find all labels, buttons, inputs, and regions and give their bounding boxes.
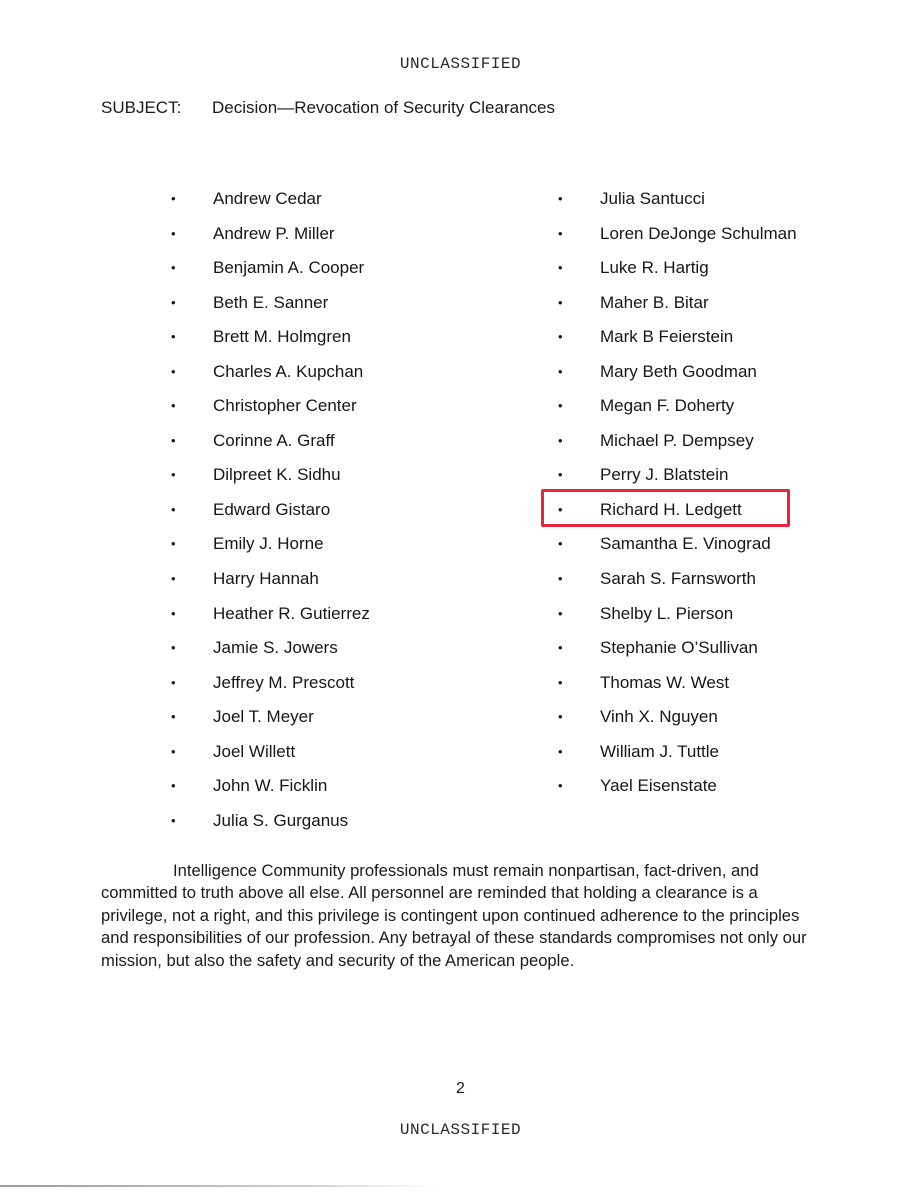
- subject-text: Decision—Revocation of Security Clearances: [212, 98, 555, 117]
- person-name: Emily J. Horne: [213, 534, 324, 554]
- subject-label: SUBJECT:: [101, 98, 182, 117]
- bullet-icon: •: [558, 778, 563, 794]
- page-number: 2: [456, 1080, 465, 1097]
- name-list-item: [556, 531, 797, 566]
- name-list-item: [169, 704, 370, 739]
- name-list-item: [556, 324, 797, 359]
- person-name: William J. Tuttle: [600, 741, 720, 761]
- name-list-item: [169, 601, 370, 636]
- person-name: Benjamin A. Cooper: [213, 258, 365, 278]
- person-name: Shelby L. Pierson: [600, 603, 734, 623]
- name-list-item: [169, 497, 370, 532]
- name-list-item: [556, 773, 797, 808]
- name-list-item: [556, 704, 797, 739]
- name-list-item: [169, 324, 370, 359]
- name-list-item: [556, 566, 797, 601]
- bullet-icon: •: [171, 432, 176, 448]
- scan-edge-line: [0, 1185, 440, 1187]
- person-name: John W. Ficklin: [213, 776, 328, 796]
- person-name: Loren DeJonge Schulman: [600, 223, 797, 243]
- bullet-icon: •: [171, 294, 176, 310]
- bullet-icon: •: [558, 501, 563, 517]
- bullet-icon: •: [171, 398, 176, 414]
- name-list-item: [556, 635, 797, 670]
- name-list-item: [556, 290, 797, 325]
- bullet-icon: •: [171, 640, 176, 656]
- bullet-icon: •: [171, 329, 176, 345]
- person-name: Corinne A. Graff: [213, 430, 335, 450]
- bullet-icon: •: [558, 225, 563, 241]
- bullet-icon: •: [171, 709, 176, 725]
- name-list-item: [169, 221, 370, 256]
- person-name: Harry Hannah: [213, 569, 319, 589]
- bullet-icon: •: [558, 294, 563, 310]
- bullet-icon: •: [171, 501, 176, 517]
- name-list-item: [169, 739, 370, 774]
- name-list-item: [556, 255, 797, 290]
- bullet-icon: •: [171, 674, 176, 690]
- name-list-item: [556, 739, 797, 774]
- person-name: Vinh X. Nguyen: [600, 707, 718, 727]
- bullet-icon: •: [171, 778, 176, 794]
- bullet-icon: •: [171, 536, 176, 552]
- names-list-left-column: [169, 186, 370, 842]
- person-name: Andrew P. Miller: [213, 223, 335, 243]
- name-list-item: [169, 462, 370, 497]
- bullet-icon: •: [558, 536, 563, 552]
- name-list-item: [169, 290, 370, 325]
- bullet-icon: •: [558, 674, 563, 690]
- person-name: Maher B. Bitar: [600, 292, 709, 312]
- person-name: Heather R. Gutierrez: [213, 603, 370, 623]
- person-name: Edward Gistaro: [213, 499, 331, 519]
- person-name: Joel T. Meyer: [213, 707, 314, 727]
- bullet-icon: •: [171, 571, 176, 587]
- person-name: Thomas W. West: [600, 672, 730, 692]
- classification-footer: UNCLASSIFIED: [399, 1121, 522, 1139]
- name-list-item: [169, 186, 370, 221]
- person-name: Julia Santucci: [600, 189, 705, 208]
- name-list-item: [169, 566, 370, 601]
- person-name: Stephanie O’Sullivan: [600, 638, 758, 658]
- classification-header: UNCLASSIFIED: [399, 55, 522, 73]
- person-name: Perry J. Blatstein: [600, 465, 729, 485]
- person-name: Richard H. Ledgett: [600, 499, 742, 519]
- person-name: Beth E. Sanner: [213, 292, 329, 312]
- person-name: Joel Willett: [213, 741, 296, 761]
- bullet-icon: •: [171, 812, 176, 828]
- person-name: Mark B Feierstein: [600, 327, 734, 347]
- bullet-icon: •: [171, 260, 176, 276]
- name-list-item: [556, 428, 797, 463]
- name-list-item: [556, 221, 797, 256]
- person-name: Mary Beth Goodman: [600, 361, 757, 381]
- bullet-icon: •: [171, 191, 176, 206]
- person-name: Samantha E. Vinograd: [600, 534, 771, 554]
- closing-paragraph: Intelligence Community professionals must remain nonpartisan, fact-driven, and committed to truth above all else. All personnel are reminded that holding a clearance is a privilege, not a right, and this privilege is contingent upon continued adherence to the principles and responsibilities of our profession. Any betrayal of these standards compromises not only our mission, but also the safety and security of the American people.: [101, 861, 807, 970]
- person-name: Andrew Cedar: [213, 189, 322, 208]
- person-name: Yael Eisenstate: [600, 776, 717, 796]
- bullet-icon: •: [558, 467, 563, 483]
- name-list-item: [556, 393, 797, 428]
- person-name: Luke R. Hartig: [600, 258, 709, 278]
- subject-line: [101, 98, 555, 118]
- bullet-icon: •: [171, 467, 176, 483]
- person-name: Dilpreet K. Sidhu: [213, 465, 341, 485]
- bullet-icon: •: [171, 363, 176, 379]
- highlight-annotation-box: [541, 489, 790, 527]
- name-list-item: [169, 393, 370, 428]
- bullet-icon: •: [558, 605, 563, 621]
- bullet-icon: •: [558, 709, 563, 725]
- person-name: Christopher Center: [213, 396, 357, 416]
- bullet-icon: •: [171, 743, 176, 759]
- person-name: Michael P. Dempsey: [600, 430, 754, 450]
- bullet-icon: •: [558, 743, 563, 759]
- bullet-icon: •: [558, 571, 563, 587]
- name-list-item: [169, 428, 370, 463]
- name-list-item: [169, 531, 370, 566]
- name-list-item: [169, 359, 370, 394]
- bullet-icon: •: [558, 640, 563, 656]
- name-list-item: [556, 186, 797, 221]
- person-name: Jamie S. Jowers: [213, 638, 338, 658]
- bullet-icon: •: [171, 605, 176, 621]
- name-list-item: [169, 255, 370, 290]
- bullet-icon: •: [558, 363, 563, 379]
- person-name: Sarah S. Farnsworth: [600, 569, 756, 589]
- person-name: Megan F. Doherty: [600, 396, 735, 416]
- person-name: Charles A. Kupchan: [213, 361, 364, 381]
- name-list-item: [556, 359, 797, 394]
- bullet-icon: •: [558, 191, 563, 206]
- person-name: Jeffrey M. Prescott: [213, 672, 355, 692]
- person-name: Julia S. Gurganus: [213, 810, 349, 830]
- person-name: Brett M. Holmgren: [213, 327, 351, 347]
- name-list-item: [556, 601, 797, 636]
- bullet-icon: •: [558, 398, 563, 414]
- name-list-item: [169, 773, 370, 808]
- name-list-item: [556, 670, 797, 705]
- name-list-item: [169, 670, 370, 705]
- bullet-icon: •: [171, 225, 176, 241]
- name-list-item: [169, 808, 370, 843]
- bullet-icon: •: [558, 432, 563, 448]
- name-list-item: [169, 635, 370, 670]
- bullet-icon: •: [558, 260, 563, 276]
- bullet-icon: •: [558, 329, 563, 345]
